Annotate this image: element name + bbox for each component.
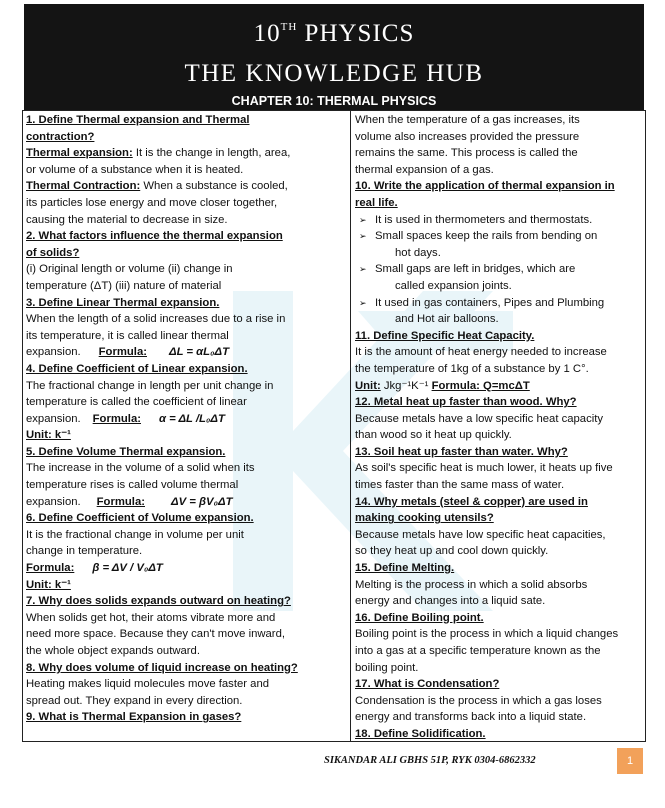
text-line: causing the material to decrease in size. [26,213,228,226]
text-line: Because metals have a low specific heat capacity [355,412,604,425]
question-heading: 15. Define Melting. [355,562,455,575]
text-line: boiling point. [355,661,419,674]
formula-line: expansion. Formula: α = ΔL /L₀ΔT [26,412,225,425]
formula-line: expansion. Formula: ΔV = βV₀ΔT [26,495,233,508]
text-line: The fractional change in length per unit change in [26,379,274,392]
bullet-item: ➢ Small gaps are left in bridges, which are [355,261,643,278]
text-line: When solids get hot, their atoms vibrate more and [26,611,276,624]
header-banner [24,4,644,110]
text-line: times faster than the same mass of water. [355,479,565,492]
text-line: Melting is the process in which a solid absorbs [355,578,588,591]
footer-credit: SIKANDAR ALI GBHS 51P, RYK 0304-6862332 [324,755,536,766]
question-heading: 8. Why does volume of liquid increase on heating? [26,661,298,674]
text-line: thermal expansion of a gas. [355,163,494,176]
page-number-badge: 1 [617,748,643,774]
text-line: The increase in the volume of a solid when its [26,462,255,475]
bullet-continuation: called expansion joints. [395,279,512,292]
text-line: When the temperature of a gas increases, its [355,114,580,126]
question-heading: real life. [355,196,398,209]
question-heading: 7. Why does solids expands outward on heating? [26,595,291,608]
bullet-continuation: hot days. [395,246,441,259]
text-line: When the length of a solid increases due to a rise in [26,313,286,326]
text-line: Because metals have low specific heat capacities, [355,528,606,541]
question-heading: 5. Define Volume Thermal expansion. [26,445,226,458]
question-heading: 6. Define Coefficient of Volume expansion. [26,512,254,525]
text-line: It is the fractional change in volume per unit [26,528,244,541]
text-line: temperature rises is called volume thermal [26,479,239,492]
text-line: temperature is called the coefficient of linear [26,396,247,409]
question-heading: 2. What factors influence the thermal expansion [26,230,283,243]
bullet-item: ➢ It used in gas containers, Pipes and Plumbing [355,295,643,312]
question-heading: 14. Why metals (steel & copper) are used in [355,495,588,508]
page-title: 10TH PHYSICS [253,20,415,47]
text-line: change in temperature. [26,545,143,558]
question-heading: 10. Write the application of thermal expansion in [355,180,615,193]
question-heading: 4. Define Coefficient of Linear expansion. [26,362,248,375]
bullet-continuation: and Hot air balloons. [395,313,499,326]
question-heading: of solids? [26,246,80,259]
text-line: energy and transforms back into a liquid state. [355,711,587,724]
text-line: so they heat up and cool down quickly. [355,545,549,558]
text-line: spread out. They expand in every direction. [26,694,243,707]
text-line: remains the same. This process is called the [355,147,578,160]
arrow-bullet-icon: ➢ [359,214,367,225]
question-heading: 13. Soil heat up faster than water. Why? [355,445,568,458]
question-heading: 1. Define Thermal expansion and Thermal [26,114,250,126]
text-line: It is the amount of heat energy needed to increase [355,346,607,359]
question-heading: 18. Define Solidification. [355,727,486,740]
formula-line: Formula: β = ΔV / V₀ΔT [26,562,163,575]
question-heading: 17. What is Condensation? [355,678,500,691]
text-line: Boiling point is the process in which a liquid changes [355,628,619,641]
formula-line: expansion. Formula: ΔL = αL₀ΔT [26,346,229,359]
unit-line: Unit: k⁻¹ [26,578,71,591]
formula-line: Unit: Jkg⁻¹K⁻¹ Formula: Q=mcΔT [355,379,530,392]
arrow-bullet-icon: ➢ [359,231,367,242]
text-line: Condensation is the process in which a gas loses [355,694,602,707]
question-heading: 16. Define Boiling point. [355,611,484,624]
text-line: than wood so it heat up quickly. [355,429,512,442]
text-line: As soil's specific heat is much lower, it heats up five [355,462,613,475]
question-heading: 3. Define Linear Thermal expansion. [26,296,220,309]
text-line: or volume of a substance when it is heated. [26,163,244,176]
unit-line: Unit: k⁻¹ [26,429,71,442]
right-column [355,112,643,743]
text-line: its temperature, it is called linear thermal [26,329,229,342]
text-line: energy and changes into a liquid sate. [355,595,546,608]
arrow-bullet-icon: ➢ [359,297,367,308]
question-heading: 11. Define Specific Heat Capacity. [355,329,535,342]
chapter-heading: CHAPTER 10: THERMAL PHYSICS [231,94,437,108]
text-line: Thermal Contraction: When a substance is cooled, [26,180,288,193]
bullet-item: ➢ It is used in thermometers and thermostats. [355,212,643,229]
text-line: the whole object expands outward. [26,645,200,657]
text-line: Heating makes liquid molecules move faster and [26,678,270,691]
text-line: (i) Original length or volume (ii) change in [26,263,233,276]
arrow-bullet-icon: ➢ [359,264,367,275]
bullet-item: ➢ Small spaces keep the rails from bending on [355,228,643,245]
text-line: temperature (ΔT) (iii) nature of material [26,279,222,292]
text-line: the temperature of 1kg of a substance by 1 C°. [355,362,589,375]
column-divider [350,111,351,741]
text-line: need more space. Because they can't move inward, [26,628,285,641]
text-line: Thermal expansion: It is the change in length, area, [26,147,291,160]
question-heading: making cooking utensils? [355,512,494,525]
notes-page [22,110,646,742]
text-line: volume also increases provided the pressure [355,130,580,143]
left-column [26,112,344,726]
text-line: its particles lose energy and move closer together, [26,196,278,209]
question-heading: 12. Metal heat up faster than wood. Why? [355,396,577,409]
question-heading: contraction? [26,130,95,143]
question-heading: 9. What is Thermal Expansion in gases? [26,711,242,724]
text-line: into a gas at a specific temperature known as the [355,645,601,657]
page-subtitle: THE KNOWLEDGE HUB [184,60,484,87]
